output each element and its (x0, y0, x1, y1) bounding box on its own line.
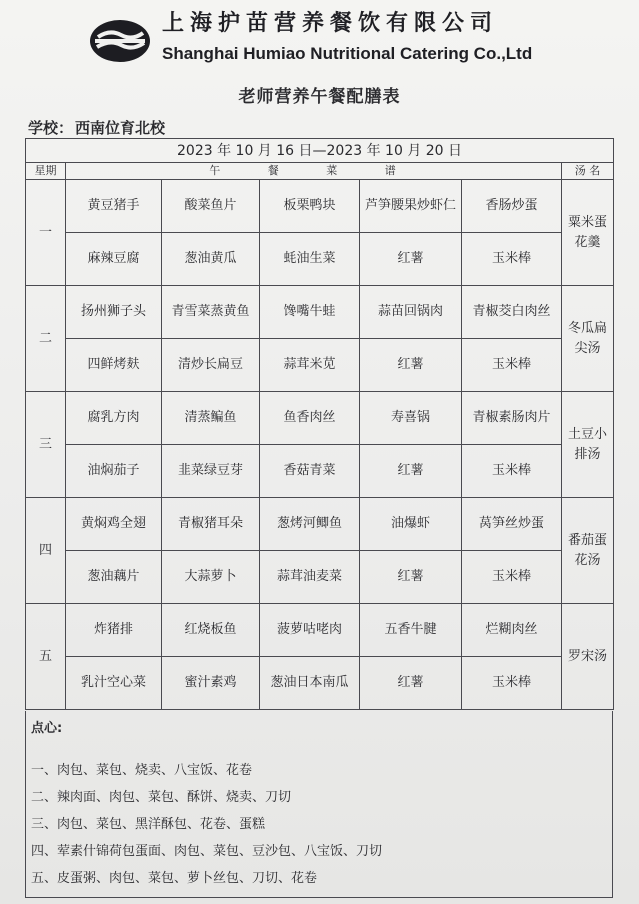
soup-cell: 粟米蛋花羹 (562, 180, 614, 286)
dish-cell: 香肠炒蛋 (462, 180, 562, 233)
dish-cell: 扬州狮子头 (66, 286, 162, 339)
snacks-section (25, 711, 613, 898)
company-name-en: Shanghai Humiao Nutritional Catering Co.,Ltd (162, 44, 533, 63)
dish-cell: 莴笋丝炒蛋 (462, 498, 562, 551)
menu-row (26, 445, 614, 498)
dish-cell: 青椒素肠肉片 (462, 392, 562, 445)
dish-cell: 蒜茸油麦菜 (260, 551, 360, 604)
company-name-cn: 上海护苗营养餐饮有限公司 (162, 10, 499, 36)
snack-line-mon: 一、肉包、菜包、烧卖、八宝饭、花卷 (31, 763, 253, 778)
dish-cell: 青椒茭白肉丝 (462, 286, 562, 339)
dish-cell: 玉米棒 (462, 657, 562, 710)
dish-cell: 清蒸鳊鱼 (162, 392, 260, 445)
menu-row (26, 180, 614, 233)
dish-cell: 红烧板鱼 (162, 604, 260, 657)
menu-row (26, 498, 614, 551)
dish-cell: 青椒猪耳朵 (162, 498, 260, 551)
snack-line-wed: 三、肉包、菜包、黑洋酥包、花卷、蛋糕 (31, 817, 266, 832)
snack-line-fri: 五、皮蛋粥、肉包、菜包、萝卜丝包、刀切、花卷 (31, 871, 318, 886)
dish-cell: 烂糊肉丝 (462, 604, 562, 657)
dish-cell: 红薯 (360, 339, 462, 392)
dish-cell: 葱油日本南瓜 (260, 657, 360, 710)
date-range: 2023 年 10 月 16 日—2023 年 10 月 20 日 (26, 139, 614, 163)
dish-cell: 四鲜烤麸 (66, 339, 162, 392)
dish-cell: 鱼香肉丝 (260, 392, 360, 445)
dish-cell: 蚝油生菜 (260, 233, 360, 286)
dish-cell: 葱油藕片 (66, 551, 162, 604)
soup-cell: 罗宋汤 (562, 604, 614, 710)
menu-row (26, 233, 614, 286)
dish-cell: 菠萝咕咾肉 (260, 604, 360, 657)
dish-cell: 葱油黄瓜 (162, 233, 260, 286)
dish-cell: 寿喜锅 (360, 392, 462, 445)
menu-row (26, 339, 614, 392)
dish-cell: 馋嘴牛蛙 (260, 286, 360, 339)
header-soup: 汤 名 (562, 163, 614, 180)
dish-cell: 玉米棒 (462, 551, 562, 604)
day-label: 五 (26, 604, 66, 710)
dish-cell: 玉米棒 (462, 445, 562, 498)
company-logo-icon (88, 18, 152, 64)
dish-cell: 酸菜鱼片 (162, 180, 260, 233)
dish-cell: 蒜茸米苋 (260, 339, 360, 392)
menu-row (26, 604, 614, 657)
date-range-row (26, 139, 614, 163)
menu-row (26, 657, 614, 710)
dish-cell: 炸猪排 (66, 604, 162, 657)
dish-cell: 蒜苗回锅肉 (360, 286, 462, 339)
dish-cell: 红薯 (360, 233, 462, 286)
snack-line-thu: 四、荤素什锦荷包蛋面、肉包、菜包、豆沙包、八宝饭、刀切 (31, 844, 383, 859)
dish-cell: 五香牛腱 (360, 604, 462, 657)
dish-cell: 青雪菜蒸黄鱼 (162, 286, 260, 339)
document-title: 老师营养午餐配膳表 (238, 87, 401, 107)
dish-cell: 油爆虾 (360, 498, 462, 551)
school-label: 学校： (28, 119, 74, 137)
header-meal: 午 餐 菜 谱 (66, 163, 562, 180)
dish-cell: 香菇青菜 (260, 445, 360, 498)
school-line (28, 117, 165, 138)
dish-cell: 腐乳方肉 (66, 392, 162, 445)
dish-cell: 葱烤河鲫鱼 (260, 498, 360, 551)
dish-cell: 大蒜萝卜 (162, 551, 260, 604)
day-label: 一 (26, 180, 66, 286)
soup-cell: 冬瓜扁尖汤 (562, 286, 614, 392)
snack-line-tue: 二、辣肉面、肉包、菜包、酥饼、烧卖、刀切 (31, 790, 292, 805)
dish-cell: 清炒长扁豆 (162, 339, 260, 392)
lunch-menu-table (25, 138, 614, 710)
menu-row (26, 392, 614, 445)
day-label: 三 (26, 392, 66, 498)
dish-cell: 韭菜绿豆芽 (162, 445, 260, 498)
dish-cell: 红薯 (360, 657, 462, 710)
table-header-row (26, 163, 614, 180)
dish-cell: 玉米棒 (462, 339, 562, 392)
dish-cell: 红薯 (360, 445, 462, 498)
soup-cell: 土豆小排汤 (562, 392, 614, 498)
dish-cell: 麻辣豆腐 (66, 233, 162, 286)
menu-row (26, 551, 614, 604)
day-label: 二 (26, 286, 66, 392)
dish-cell: 蜜汁素鸡 (162, 657, 260, 710)
dish-cell: 红薯 (360, 551, 462, 604)
snacks-title: 点心: (31, 721, 63, 736)
dish-cell: 芦笋腰果炒虾仁 (360, 180, 462, 233)
school-name: 西南位育北校 (75, 119, 166, 137)
dish-cell: 乳汁空心菜 (66, 657, 162, 710)
dish-cell: 玉米棒 (462, 233, 562, 286)
dish-cell: 板栗鸭块 (260, 180, 360, 233)
header-day: 星期 (26, 163, 66, 180)
dish-cell: 油焖茄子 (66, 445, 162, 498)
dish-cell: 黄豆猪手 (66, 180, 162, 233)
soup-cell: 番茄蛋花汤 (562, 498, 614, 604)
menu-row (26, 286, 614, 339)
day-label: 四 (26, 498, 66, 604)
dish-cell: 黄焖鸡全翅 (66, 498, 162, 551)
